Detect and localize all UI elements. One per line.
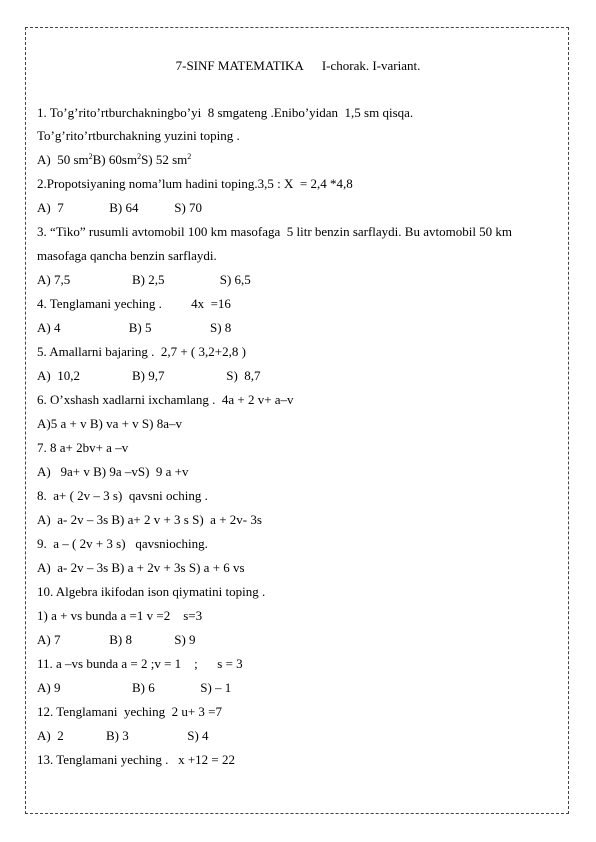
question-6: 6. O’xshash xadlarni ixchamlang . 4a + 2 v+ a–v [37,392,294,407]
question-8-options: A) a- 2v – 3s B) a+ 2 v + 3 s S) a + 2v- 3s [37,512,262,527]
option-a: A) 50 sm [37,152,89,167]
question-8: 8. a+ ( 2v – 3 s) qavsni oching . [37,488,208,503]
option-c: S) 52 sm [141,152,188,167]
question-10-options: A) 7 B) 8 S) 9 [37,632,196,647]
question-11-options: A) 9 B) 6 S) – 1 [37,680,232,695]
question-2-options: A) 7 B) 64 S) 70 [37,200,203,215]
question-11: 11. a –vs bunda a = 2 ;v = 1 ; s = 3 [37,656,243,671]
question-7: 7. 8 a+ 2bv+ a –v [37,440,129,455]
question-6-options: A)5 a + v B) va + v S) 8a–v [37,416,182,431]
question-1-line-1: 1. To’g’rito’rtburchakningbo’yi 8 smgateng .Enibo’yidan 1,5 sm qisqa. [37,105,414,120]
question-9-options: A) a- 2v – 3s B) a + 2v + 3s S) a + 6 vs [37,560,245,575]
question-7-options: A) 9a+ v B) 9a –vS) 9 a +v [37,464,189,479]
option-b: B) 60sm [92,152,138,167]
question-9: 9. a – ( 2v + 3 s) qavsnioching. [37,536,208,551]
question-13: 13. Tenglamani yeching . x +12 = 22 [37,752,236,767]
question-4: 4. Tenglamani yeching . 4x =16 [37,296,231,311]
question-12: 12. Tenglamani yeching 2 u+ 3 =7 [37,704,223,719]
question-5: 5. Amallarni bajaring . 2,7 + ( 3,2+2,8 ) [37,344,246,359]
question-1-line-2: To’g’rito’rtburchakning yuzini toping . [37,128,240,143]
question-10-condition: 1) a + vs bunda a =1 v =2 s=3 [37,608,203,623]
header-variant: I-chorak. I-variant. [321,58,421,73]
question-2: 2.Propotsiyaning noma’lum hadini toping.3,5 : X = 2,4 *4,8 [37,176,353,191]
worksheet-header [0,58,596,74]
question-4-options: A) 4 B) 5 S) 8 [37,320,232,335]
question-10: 10. Algebra ikifodan ison qiymatini toping . [37,584,266,599]
question-3-options: A) 7,5 B) 2,5 S) 6,5 [37,272,251,287]
question-5-options: A) 10,2 B) 9,7 S) 8,7 [37,368,261,383]
header-subject: 7-SINF MATEMATIKA [175,58,304,73]
superscript: 2 [187,152,192,161]
question-1-options [37,152,191,168]
superscript: 2 [137,152,142,161]
question-3-line-1: 3. “Tiko” rusumli avtomobil 100 km masofaga 5 litr benzin sarflaydi. Bu avtomobil 50 km [37,224,513,239]
superscript: 2 [88,152,93,161]
question-3-line-2: masofaga qancha benzin sarflaydi. [37,248,217,263]
question-12-options: A) 2 B) 3 S) 4 [37,728,209,743]
